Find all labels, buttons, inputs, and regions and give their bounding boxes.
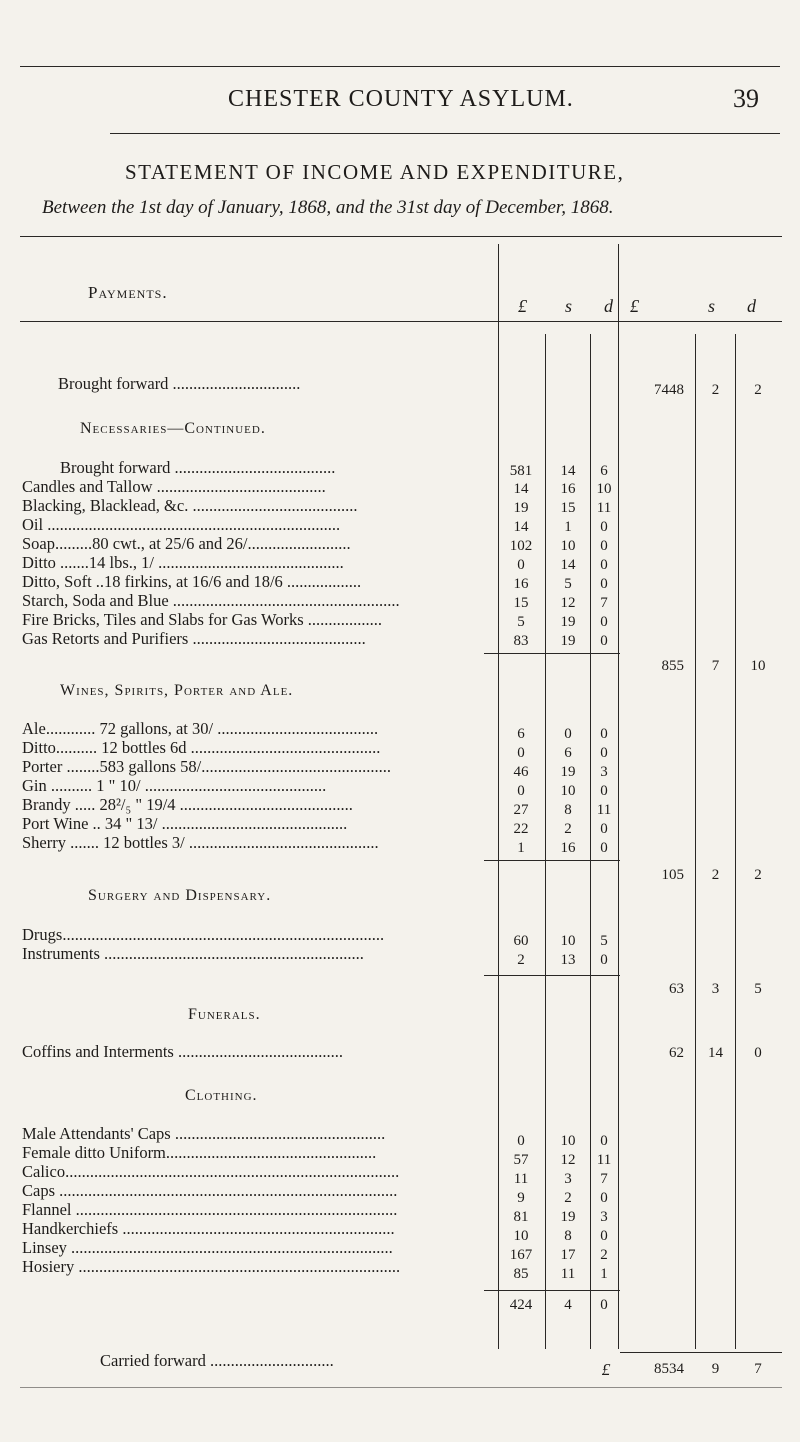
cell-pence: 0 xyxy=(600,1228,608,1244)
carried-forward-pounds: 8534 xyxy=(654,1361,684,1377)
cell-pence: 0 xyxy=(600,952,608,968)
cell-pounds: 9 xyxy=(517,1190,525,1206)
cell-pounds: 5 xyxy=(517,614,525,630)
table-row-label: Drugs.............................................................................. xyxy=(22,925,385,944)
cell-pence: 0 xyxy=(600,821,608,837)
table-row-label: Brought forward ....................................... xyxy=(60,458,336,477)
necessaries-total-shillings: 7 xyxy=(711,658,720,674)
cell-pounds: 0 xyxy=(517,557,525,573)
col-total-shillings-header: s xyxy=(708,296,716,316)
table-row-label: Hosiery .............................................................................. xyxy=(22,1257,401,1276)
cell-pounds: 19 xyxy=(513,500,529,516)
cell-pence: 5 xyxy=(600,933,608,949)
cell-shillings: 15 xyxy=(560,500,576,516)
cell-pence: 10 xyxy=(596,481,612,497)
cell-pence: 0 xyxy=(600,745,608,761)
cell-pounds: 27 xyxy=(513,802,529,818)
wines-heading: Wines, Spirits, Porter and Ale. xyxy=(60,682,294,699)
col-shillings-header: s xyxy=(565,296,573,316)
col-total-pence-header: d xyxy=(747,296,756,316)
cell-pounds: 167 xyxy=(509,1247,533,1263)
table-row-label: Ditto.......... 12 bottles 6d .............................................. xyxy=(22,738,381,757)
col-total-pounds-header: £ xyxy=(630,296,639,316)
cell-shillings: 19 xyxy=(560,764,576,780)
table-row-label: Linsey .............................................................................. xyxy=(22,1238,393,1257)
cell-shillings: 2 xyxy=(564,1190,572,1206)
cell-pence: 6 xyxy=(600,463,608,479)
table-row-label: Caps .................................................................................. xyxy=(22,1181,398,1200)
cell-shillings: 6 xyxy=(564,745,572,761)
table-row-label: Soap.........80 cwt., at 25/6 and 26/......................... xyxy=(22,534,351,553)
wines-sum-rule xyxy=(484,860,620,861)
cell-shillings: 12 xyxy=(560,1152,576,1168)
cell-pounds: 0 xyxy=(517,783,525,799)
table-row-label: Ale............ 72 gallons, at 30/ ....................................... xyxy=(22,719,379,738)
funerals-total-shillings: 14 xyxy=(708,1045,723,1061)
table-row-label: Male Attendants' Caps ................................................... xyxy=(22,1124,386,1143)
table-row-label: Brandy ..... 28²/₅ " 19/4 .......................................... xyxy=(22,795,353,814)
cell-shillings: 8 xyxy=(564,802,572,818)
cell-pence: 0 xyxy=(600,557,608,573)
head-rule xyxy=(110,133,780,134)
header-rule xyxy=(20,321,782,322)
clothing-subtotal-shillings: 4 xyxy=(564,1297,572,1313)
surgery-sum-rule xyxy=(484,975,620,976)
table-row-label: Port Wine .. 34 " 13/ ............................................. xyxy=(22,814,348,833)
cell-shillings: 0 xyxy=(564,726,572,742)
page-title: STATEMENT OF INCOME AND EXPENDITURE, xyxy=(125,160,625,184)
brought-forward-shillings: 2 xyxy=(711,382,720,398)
carried-forward-pence: 7 xyxy=(754,1361,762,1377)
rule-pence-total xyxy=(618,244,619,1349)
cell-pence: 7 xyxy=(600,1171,608,1187)
cell-pence: 2 xyxy=(600,1247,608,1263)
cell-shillings: 14 xyxy=(560,557,576,573)
cell-shillings: 2 xyxy=(564,821,572,837)
col-pence-header: d xyxy=(604,296,613,316)
table-row-label: Coffins and Interments ........................................ xyxy=(22,1042,343,1061)
payments-header: Payments. xyxy=(88,283,168,302)
cell-shillings: 11 xyxy=(560,1266,576,1282)
cell-pence: 0 xyxy=(600,614,608,630)
cell-shillings: 1 xyxy=(564,519,572,535)
brought-forward-pounds: 7448 xyxy=(654,382,684,398)
running-head: CHESTER COUNTY ASYLUM. xyxy=(228,86,574,112)
cell-pence: 0 xyxy=(600,783,608,799)
table-row-label: Porter ........583 gallons 58/.............................................. xyxy=(22,757,391,776)
cell-shillings: 10 xyxy=(560,1133,576,1149)
rule-pounds-shillings xyxy=(545,334,546,1349)
cell-pence: 11 xyxy=(596,802,612,818)
table-row-label: Starch, Soda and Blue ....................................................... xyxy=(22,591,400,610)
wines-total-pounds: 105 xyxy=(661,867,684,883)
cell-pounds: 1 xyxy=(517,840,525,856)
wines-total-pence: 2 xyxy=(754,867,762,883)
cell-pence: 0 xyxy=(600,1190,608,1206)
table-row-label: Instruments ............................................................... xyxy=(22,944,364,963)
cell-pence: 11 xyxy=(596,1152,612,1168)
funerals-total-pounds: 62 xyxy=(669,1045,684,1061)
clothing-subtotal-pence: 0 xyxy=(600,1297,608,1313)
cell-shillings: 10 xyxy=(560,783,576,799)
cell-pounds: 16 xyxy=(513,576,529,592)
surgery-total-pence: 5 xyxy=(754,981,762,997)
clothing-subtotal-pounds: 424 xyxy=(509,1297,533,1313)
funerals-total-pence: 0 xyxy=(754,1045,762,1061)
cell-shillings: 5 xyxy=(564,576,572,592)
cell-shillings: 8 xyxy=(564,1228,572,1244)
cell-shillings: 16 xyxy=(560,481,576,497)
cell-pence: 0 xyxy=(600,538,608,554)
cell-pence: 3 xyxy=(600,1209,608,1225)
cell-pounds: 22 xyxy=(513,821,529,837)
table-row-label: Ditto, Soft ..18 firkins, at 16/6 and 18/6 .................. xyxy=(22,572,362,591)
rule-shillings-pence xyxy=(590,334,591,1349)
necessaries-total-pence: 10 xyxy=(750,658,766,674)
cell-pounds: 11 xyxy=(513,1171,529,1187)
cell-pence: 0 xyxy=(600,576,608,592)
cell-pounds: 2 xyxy=(517,952,525,968)
cell-pence: 3 xyxy=(600,764,608,780)
brought-forward-pence: 2 xyxy=(754,382,762,398)
table-row-label: Flannel .............................................................................. xyxy=(22,1200,398,1219)
surgery-total-pounds: 63 xyxy=(669,981,684,997)
funerals-heading: Funerals. xyxy=(188,1006,261,1023)
cell-pounds: 14 xyxy=(513,481,529,497)
rule-desc-pounds xyxy=(498,244,499,1349)
cell-pounds: 15 xyxy=(513,595,529,611)
brought-forward-label: Brought forward ............................... xyxy=(58,374,301,393)
page-subtitle: Between the 1st day of January, 1868, and the 31st day of December, 1868. xyxy=(42,197,614,218)
necessaries-sum-rule xyxy=(484,653,620,654)
title-rule xyxy=(20,236,782,237)
table-row-label: Gin .......... 1 " 10/ ............................................ xyxy=(22,776,327,795)
cell-shillings: 19 xyxy=(560,1209,576,1225)
cell-shillings: 16 xyxy=(560,840,576,856)
page-number: 39 xyxy=(733,84,759,113)
cell-pence: 0 xyxy=(600,1133,608,1149)
cell-shillings: 17 xyxy=(560,1247,576,1263)
cell-pounds: 46 xyxy=(513,764,529,780)
cell-shillings: 14 xyxy=(560,463,576,479)
table-row-label: Female ditto Uniform................................................... xyxy=(22,1143,377,1162)
necessaries-heading: Necessaries—Continued. xyxy=(80,420,266,437)
necessaries-total-pounds: 855 xyxy=(661,658,684,674)
cell-shillings: 13 xyxy=(560,952,576,968)
cell-shillings: 19 xyxy=(560,633,576,649)
cell-pounds: 6 xyxy=(517,726,525,742)
wines-total-shillings: 2 xyxy=(711,867,720,883)
cell-shillings: 19 xyxy=(560,614,576,630)
carried-forward-currency: £ xyxy=(601,1360,611,1379)
bottom-rule xyxy=(20,1387,782,1388)
cell-pence: 7 xyxy=(600,595,608,611)
cell-pence: 0 xyxy=(600,726,608,742)
cell-pounds: 0 xyxy=(517,745,525,761)
cell-shillings: 12 xyxy=(560,595,576,611)
cell-pounds: 581 xyxy=(509,463,533,479)
cell-pounds: 57 xyxy=(513,1152,529,1168)
cell-pence: 1 xyxy=(600,1266,608,1282)
cell-shillings: 10 xyxy=(560,933,576,949)
rule-total-pounds-shillings xyxy=(695,334,696,1349)
cell-pence: 0 xyxy=(600,840,608,856)
cell-pounds: 14 xyxy=(513,519,529,535)
cell-pounds: 85 xyxy=(513,1266,529,1282)
carried-forward-label: Carried forward .............................. xyxy=(100,1351,334,1370)
table-row-label: Candles and Tallow ......................................... xyxy=(22,477,326,496)
cell-pounds: 81 xyxy=(513,1209,529,1225)
cell-pence: 11 xyxy=(596,500,612,516)
table-row-label: Blacking, Blacklead, &c. ........................................ xyxy=(22,496,358,515)
cell-pence: 0 xyxy=(600,633,608,649)
cell-shillings: 10 xyxy=(560,538,576,554)
cell-pounds: 102 xyxy=(509,538,533,554)
rule-total-shillings-pence xyxy=(735,334,736,1349)
clothing-sum-rule xyxy=(484,1290,620,1291)
surgery-total-shillings: 3 xyxy=(711,981,720,997)
top-rule xyxy=(20,66,780,67)
cell-pounds: 0 xyxy=(517,1133,525,1149)
table-row-label: Gas Retorts and Purifiers .......................................... xyxy=(22,629,366,648)
cell-pence: 0 xyxy=(600,519,608,535)
cell-shillings: 3 xyxy=(564,1171,572,1187)
surgery-heading: Surgery and Dispensary. xyxy=(88,887,272,904)
cell-pounds: 10 xyxy=(513,1228,529,1244)
carried-forward-top-rule xyxy=(620,1352,782,1353)
table-row-label: Calico................................................................................. xyxy=(22,1162,400,1181)
carried-forward-shillings: 9 xyxy=(711,1361,720,1377)
table-row-label: Ditto .......14 lbs., 1/ ............................................. xyxy=(22,553,344,572)
table-row-label: Fire Bricks, Tiles and Slabs for Gas Works .................. xyxy=(22,610,382,629)
table-row-label: Handkerchiefs .................................................................. xyxy=(22,1219,395,1238)
table-row-label: Oil ....................................................................... xyxy=(22,515,341,534)
clothing-heading: Clothing. xyxy=(185,1087,258,1104)
cell-pounds: 60 xyxy=(513,933,529,949)
cell-pounds: 83 xyxy=(513,633,529,649)
table-row-label: Sherry ....... 12 bottles 3/ .............................................. xyxy=(22,833,379,852)
col-pounds-header: £ xyxy=(518,296,527,316)
